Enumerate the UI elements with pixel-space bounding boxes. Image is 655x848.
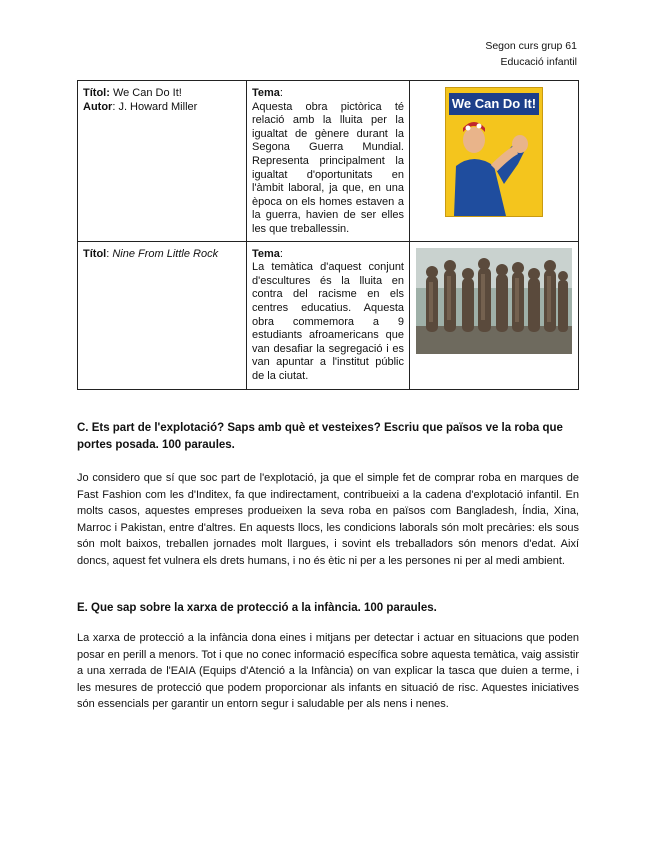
image-cell (410, 81, 579, 242)
title-value: We Can Do It! (112, 87, 182, 99)
section-c-body: Jo considero que sí que soc part de l'explotació, ja que el simple fet de comprar roba en marques de Fast Fashion com les d'Inditex, fa que indirectament, contribueixi a la cadena d'explotació infantil. En molts casos, aquestes empreses produeixen la seva roba en països com Bangladesh, Índia, Xina, Marroc i Pakistan, entre d'altres. En aquests llocs, les condicions laborals són molt precàries: els sous són molt baixos, treballen jornades molt llargues, i sovint els treballadors són menors d'edat. Així doncs, aquest fet vulnera els drets humans, i no és ètic ni per a les persones ni per al medi ambient. (77, 472, 579, 567)
title-label: Títol (83, 247, 107, 260)
nine-from-little-rock-sculpture-image (416, 248, 572, 354)
page-header (485, 38, 577, 70)
theme-cell (247, 81, 410, 242)
table-row (78, 81, 579, 242)
header-subject: Educació infantil (500, 56, 577, 68)
theme-colon: : (279, 247, 283, 260)
title-value: Nine From Little Rock (112, 247, 219, 260)
theme-heading (252, 87, 404, 101)
section-e-heading: E. Que sap sobre la xarxa de protecció a la infància. 100 paraules. (77, 602, 437, 614)
theme-label: Tema (252, 247, 280, 260)
title-line (83, 87, 241, 101)
image-cell (410, 241, 579, 389)
theme-text: Aquesta obra pictòrica té relació amb la lluita per la igualtat de gènere durant la Segona Guerra Mundial. Representa principalment la igualtat d'oportunitats en l'àmbit laboral, ja que, en una època on els homes estaven a la guerra, havien de ser elles les que treballessin. (252, 100, 404, 235)
author-value: : J. Howard Miller (112, 100, 198, 113)
title-sep: : (106, 247, 113, 260)
poster-figure (446, 88, 542, 216)
theme-text: La temàtica d'aquest conjunt d'escultures és la lluita en contra del racisme en els centres educatius. Aquesta obra commemora a 9 estudiants afroamericans que van desafiar la segregació i es van apuntar a l'institut públic de la ciutat. (252, 261, 404, 382)
title-line (83, 248, 241, 262)
we-can-do-it-poster-image (445, 87, 543, 217)
section-e (77, 600, 579, 713)
section-c (77, 420, 579, 570)
header-course: Segon curs grup 61 (485, 40, 577, 52)
theme-heading (252, 248, 404, 262)
author-label: Autor (83, 100, 113, 113)
theme-cell (247, 241, 410, 389)
section-e-body: La xarxa de protecció a la infància dona eines i mitjans per detectar i actuar en situacions que poden posar en perill a menors. Tot i que no conec informació específica sobre aquesta temàtica, vaig assistir a una xerrada de l'EAIA (Equips d'Atenció a la Infància) on van explicar la tasca que duien a terme, i les mesures de protecció que podem proporcionar als infants en situació de risc. Aquestes iniciatives són essencials per garantir un entorn segur i saludable per als nens i nenes. (77, 632, 579, 711)
title-cell (78, 81, 247, 242)
table-row (78, 241, 579, 389)
artworks-table (77, 80, 579, 390)
title-label: Títol: (83, 87, 110, 99)
author-line (83, 101, 241, 115)
theme-label: Tema (252, 87, 280, 99)
theme-colon: : (279, 87, 283, 99)
section-c-heading: C. Ets part de l'explotació? Saps amb què et vesteixes? Escriu que països ve la roba que portes posada. 100 paraules. (77, 422, 563, 451)
title-cell (78, 241, 247, 389)
poster-banner: We Can Do It! (449, 93, 539, 115)
